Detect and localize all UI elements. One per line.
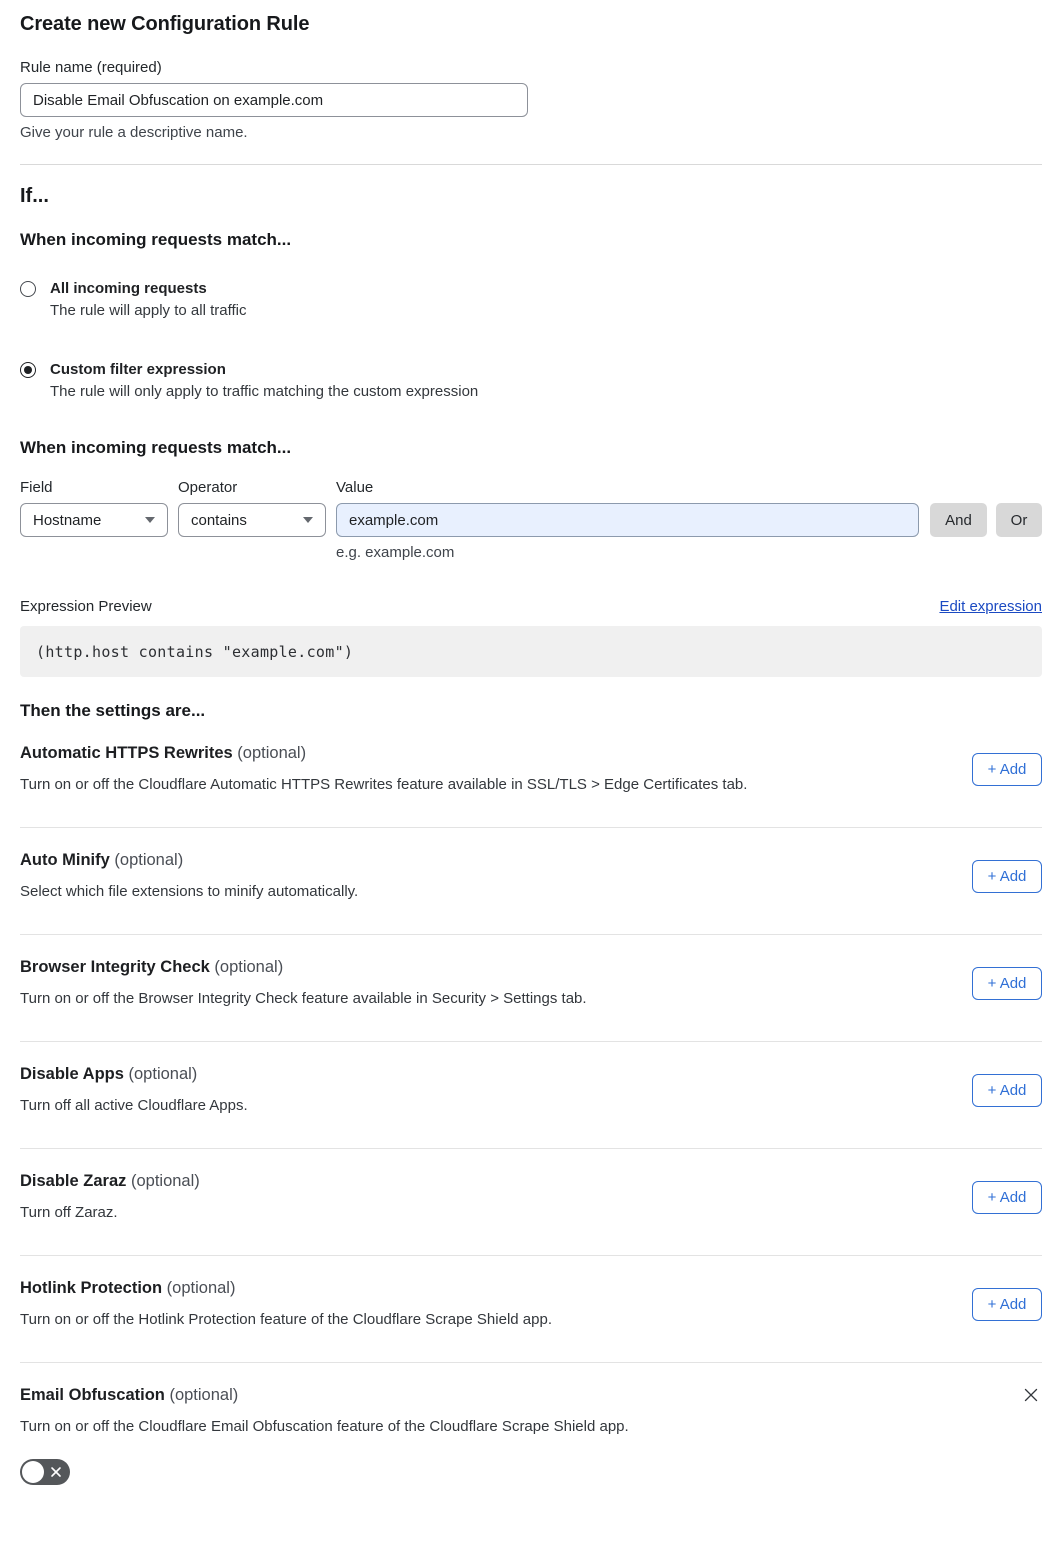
or-button[interactable]: Or bbox=[996, 503, 1042, 537]
setting-title-line bbox=[20, 1386, 1042, 1405]
value-hint: e.g. example.com bbox=[336, 544, 455, 561]
expression-preview-box bbox=[20, 626, 1042, 677]
filter-row bbox=[20, 503, 1042, 537]
setting-description: Turn on or off the Hotlink Protection feature of the Cloudflare Scrape Shield app. bbox=[20, 1311, 552, 1328]
optional-label: (optional) bbox=[123, 1065, 198, 1083]
radio-option-custom-filter-expression[interactable] bbox=[20, 361, 1042, 400]
add-button-automatic-https-rewrites[interactable]: + Add bbox=[972, 753, 1042, 786]
expression-preview-header bbox=[20, 598, 1042, 615]
if-heading: If... bbox=[20, 185, 49, 207]
optional-label: (optional) bbox=[126, 1172, 200, 1190]
operator-label: Operator bbox=[178, 479, 238, 496]
optional-label: (optional) bbox=[164, 1386, 239, 1404]
edit-expression-link[interactable]: Edit expression bbox=[939, 598, 1042, 615]
and-button[interactable]: And bbox=[930, 503, 987, 537]
radio-description: The rule will apply to all traffic bbox=[50, 302, 247, 319]
add-button-auto-minify[interactable]: + Add bbox=[972, 860, 1042, 893]
setting-title: Hotlink Protection bbox=[20, 1279, 163, 1297]
section-divider bbox=[20, 164, 1042, 165]
radio-description: The rule will only apply to traffic matching the custom expression bbox=[50, 383, 479, 400]
add-button-disable-zaraz[interactable]: + Add bbox=[972, 1181, 1042, 1214]
chevron-down-icon bbox=[303, 517, 313, 523]
field-select-value: Hostname bbox=[33, 511, 102, 529]
expression-preview-label: Expression Preview bbox=[20, 598, 152, 615]
setting-title: Auto Minify bbox=[20, 851, 110, 869]
setting-row-auto-minify bbox=[20, 828, 1042, 935]
filter-match-heading: When incoming requests match... bbox=[20, 438, 292, 457]
setting-title: Email Obfuscation bbox=[20, 1386, 165, 1404]
setting-row-disable-zaraz bbox=[20, 1149, 1042, 1256]
setting-row-email-obfuscation bbox=[20, 1363, 1042, 1519]
setting-title: Automatic HTTPS Rewrites bbox=[20, 744, 233, 762]
value-label: Value bbox=[336, 479, 374, 496]
setting-description: Turn on or off the Cloudflare Email Obfuscation feature of the Cloudflare Scrape Shield app. bbox=[20, 1418, 629, 1435]
setting-description: Turn on or off the Browser Integrity Check feature available in Security > Settings tab. bbox=[20, 990, 587, 1007]
optional-label: (optional) bbox=[209, 958, 284, 976]
optional-label: (optional) bbox=[109, 851, 184, 869]
setting-title-line bbox=[20, 1279, 552, 1298]
setting-title: Disable Zaraz bbox=[20, 1172, 127, 1190]
setting-title: Browser Integrity Check bbox=[20, 958, 210, 976]
add-button-browser-integrity-check[interactable]: + Add bbox=[972, 967, 1042, 1000]
setting-info bbox=[20, 1172, 200, 1221]
setting-info bbox=[20, 958, 587, 1007]
setting-description: Select which file extensions to minify automatically. bbox=[20, 883, 359, 900]
add-button-hotlink-protection[interactable]: + Add bbox=[972, 1288, 1042, 1321]
setting-title: Disable Apps bbox=[20, 1065, 124, 1083]
radio-button[interactable] bbox=[20, 362, 36, 378]
radio-label: All incoming requests bbox=[50, 280, 207, 297]
setting-row-automatic-https-rewrites bbox=[20, 721, 1042, 828]
chevron-down-icon bbox=[145, 517, 155, 523]
rule-name-label: Rule name (required) bbox=[20, 59, 162, 76]
close-icon[interactable] bbox=[1022, 1387, 1040, 1405]
setting-row-browser-integrity-check bbox=[20, 935, 1042, 1042]
setting-info bbox=[20, 744, 747, 793]
setting-info bbox=[20, 1065, 248, 1114]
optional-label: (optional) bbox=[162, 1279, 236, 1297]
radio-option-all-incoming-requests[interactable] bbox=[20, 280, 1042, 319]
rule-name-helper: Give your rule a descriptive name. bbox=[20, 124, 248, 141]
setting-title-line bbox=[20, 1172, 200, 1191]
field-select[interactable] bbox=[20, 503, 168, 537]
rule-name-input[interactable] bbox=[20, 83, 528, 117]
email-obfuscation-toggle[interactable] bbox=[20, 1459, 70, 1485]
match-heading: When incoming requests match... bbox=[20, 230, 292, 249]
setting-description: Turn off Zaraz. bbox=[20, 1204, 118, 1221]
operator-select-value: contains bbox=[191, 511, 247, 529]
setting-description: Turn on or off the Cloudflare Automatic HTTPS Rewrites feature available in SSL/TLS > Edge Certificates tab. bbox=[20, 776, 748, 793]
value-input[interactable] bbox=[336, 503, 919, 537]
page-title: Create new Configuration Rule bbox=[20, 13, 310, 35]
optional-label: (optional) bbox=[232, 744, 307, 762]
operator-select[interactable] bbox=[178, 503, 326, 537]
setting-title-line bbox=[20, 744, 747, 763]
radio-label: Custom filter expression bbox=[50, 361, 226, 378]
setting-description: Turn off all active Cloudflare Apps. bbox=[20, 1097, 248, 1114]
setting-title-line bbox=[20, 958, 587, 977]
toggle-off-x-icon bbox=[50, 1466, 62, 1481]
setting-info bbox=[20, 851, 358, 900]
setting-title-line bbox=[20, 1065, 248, 1084]
setting-row-disable-apps bbox=[20, 1042, 1042, 1149]
filter-column-labels bbox=[20, 479, 1042, 496]
setting-row-hotlink-protection bbox=[20, 1256, 1042, 1363]
setting-title-line bbox=[20, 851, 358, 870]
add-button-disable-apps[interactable]: + Add bbox=[972, 1074, 1042, 1107]
radio-button[interactable] bbox=[20, 281, 36, 297]
then-settings-heading: Then the settings are... bbox=[20, 701, 206, 720]
setting-info bbox=[20, 1279, 552, 1328]
field-label: Field bbox=[20, 479, 53, 496]
expression-preview-code: (http.host contains "example.com") bbox=[36, 642, 354, 661]
toggle-knob bbox=[22, 1461, 44, 1483]
